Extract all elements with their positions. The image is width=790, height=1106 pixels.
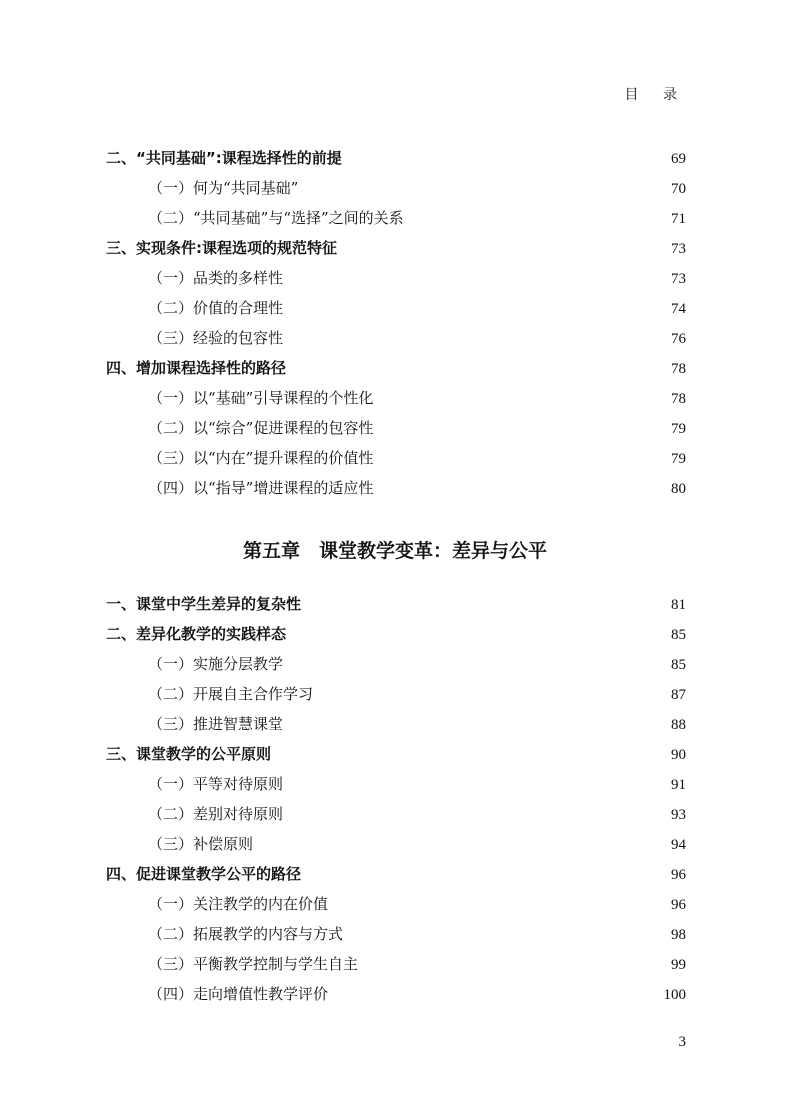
toc-entry-title: （四）以“指导”增进课程的适应性 [148, 479, 374, 497]
toc-entry-page: 81 [671, 597, 686, 613]
toc-entry-title: （一）何为“共同基础” [148, 179, 299, 197]
toc-entry-title: （二）“共同基础”与“选择”之间的关系 [148, 209, 404, 227]
toc-subsection-entry[interactable] [148, 268, 686, 289]
toc-entry-title: （一）实施分层教学 [148, 655, 284, 673]
toc-entry-page: 69 [671, 151, 686, 167]
toc-entry-page: 78 [671, 391, 686, 407]
toc-entry-title: （三）平衡教学控制与学生自主 [148, 955, 359, 973]
toc-subsection-entry[interactable] [148, 894, 686, 915]
toc-entry-page: 99 [671, 957, 686, 973]
toc-entry-page: 78 [671, 361, 686, 377]
toc-entry-title: （三）以“内在”提升课程的价值性 [148, 449, 374, 467]
toc-entry-title: 一、课堂中学生差异的复杂性 [106, 595, 302, 613]
toc-entry-page: 73 [671, 241, 686, 257]
toc-entry-title: （一）以“基础”引导课程的个性化 [148, 389, 374, 407]
page-number: 3 [678, 1034, 686, 1050]
toc-subsection-entry[interactable] [148, 388, 686, 409]
chapter-heading: 第五章 课堂教学变革：差异与公平 [242, 540, 547, 562]
toc-entry-page: 71 [671, 211, 686, 227]
toc-entry-page: 85 [671, 657, 686, 673]
toc-section-entry[interactable] [106, 238, 686, 259]
toc-entry-page: 80 [671, 481, 686, 497]
toc-subsection-entry[interactable] [148, 984, 686, 1005]
toc-subsection-entry[interactable] [148, 924, 686, 945]
toc-entry-title: 四、促进课堂教学公平的路径 [106, 865, 302, 883]
toc-entry-title: （三）推进智慧课堂 [148, 715, 284, 733]
toc-entry-title: （一）平等对待原则 [148, 775, 284, 793]
toc-subsection-entry[interactable] [148, 714, 686, 735]
toc-subsection-entry[interactable] [148, 448, 686, 469]
toc-section-entry[interactable] [106, 864, 686, 885]
toc-subsection-entry[interactable] [148, 418, 686, 439]
toc-entry-page: 79 [671, 451, 686, 467]
toc-entry-page: 74 [671, 301, 686, 317]
toc-entry-title: （二）差别对待原则 [148, 805, 284, 823]
toc-entry-page: 94 [671, 837, 686, 853]
toc-entry-page: 88 [671, 717, 686, 733]
toc-entry-page: 90 [671, 747, 686, 763]
toc-section-entry[interactable] [106, 358, 686, 379]
toc-subsection-entry[interactable] [148, 654, 686, 675]
toc-entry-page: 87 [671, 687, 686, 703]
toc-entry-page: 93 [671, 807, 686, 823]
toc-section-entry[interactable] [106, 148, 686, 169]
toc-section-entry[interactable] [106, 624, 686, 645]
toc-subsection-entry[interactable] [148, 328, 686, 349]
toc-entry-page: 73 [671, 271, 686, 287]
running-header: 目 录 [624, 87, 687, 103]
toc-entry-page: 85 [671, 627, 686, 643]
toc-entry-title: （二）开展自主合作学习 [148, 685, 314, 703]
toc-entry-page: 79 [671, 421, 686, 437]
toc-entry-title: （三）补偿原则 [148, 835, 254, 853]
toc-entry-title: 二、差异化教学的实践样态 [106, 625, 287, 643]
toc-subsection-entry[interactable] [148, 684, 686, 705]
toc-entry-title: （二）拓展教学的内容与方式 [148, 925, 344, 943]
toc-entry-page: 96 [671, 897, 686, 913]
toc-subsection-entry[interactable] [148, 834, 686, 855]
toc-subsection-entry[interactable] [148, 954, 686, 975]
toc-entry-page: 100 [663, 987, 686, 1003]
toc-entry-title: （一）品类的多样性 [148, 269, 284, 287]
toc-subsection-entry[interactable] [148, 478, 686, 499]
toc-entry-page: 98 [671, 927, 686, 943]
toc-entry-title: 三、课堂教学的公平原则 [106, 745, 272, 763]
toc-entry-title: 四、增加课程选择性的路径 [106, 359, 287, 377]
toc-section-entry[interactable] [106, 744, 686, 765]
toc-entry-page: 96 [671, 867, 686, 883]
toc-entry-title: 三、实现条件:课程选项的规范特征 [106, 239, 338, 257]
toc-subsection-entry[interactable] [148, 208, 686, 229]
toc-entry-page: 76 [671, 331, 686, 347]
toc-section-entry[interactable] [106, 594, 686, 615]
toc-entry-page: 91 [671, 777, 686, 793]
toc-entry-title: （一）关注教学的内在价值 [148, 895, 329, 913]
toc-subsection-entry[interactable] [148, 178, 686, 199]
toc-entry-title: （四）走向增值性教学评价 [148, 985, 329, 1003]
toc-entry-title: （二）以“综合”促进课程的包容性 [148, 419, 374, 437]
toc-subsection-entry[interactable] [148, 774, 686, 795]
toc-entry-title: （二）价值的合理性 [148, 299, 284, 317]
toc-subsection-entry[interactable] [148, 804, 686, 825]
toc-subsection-entry[interactable] [148, 298, 686, 319]
toc-entry-page: 70 [671, 181, 686, 197]
toc-entry-title: （三）经验的包容性 [148, 329, 284, 347]
toc-entry-title: 二、“共同基础”:课程选择性的前提 [106, 149, 342, 167]
